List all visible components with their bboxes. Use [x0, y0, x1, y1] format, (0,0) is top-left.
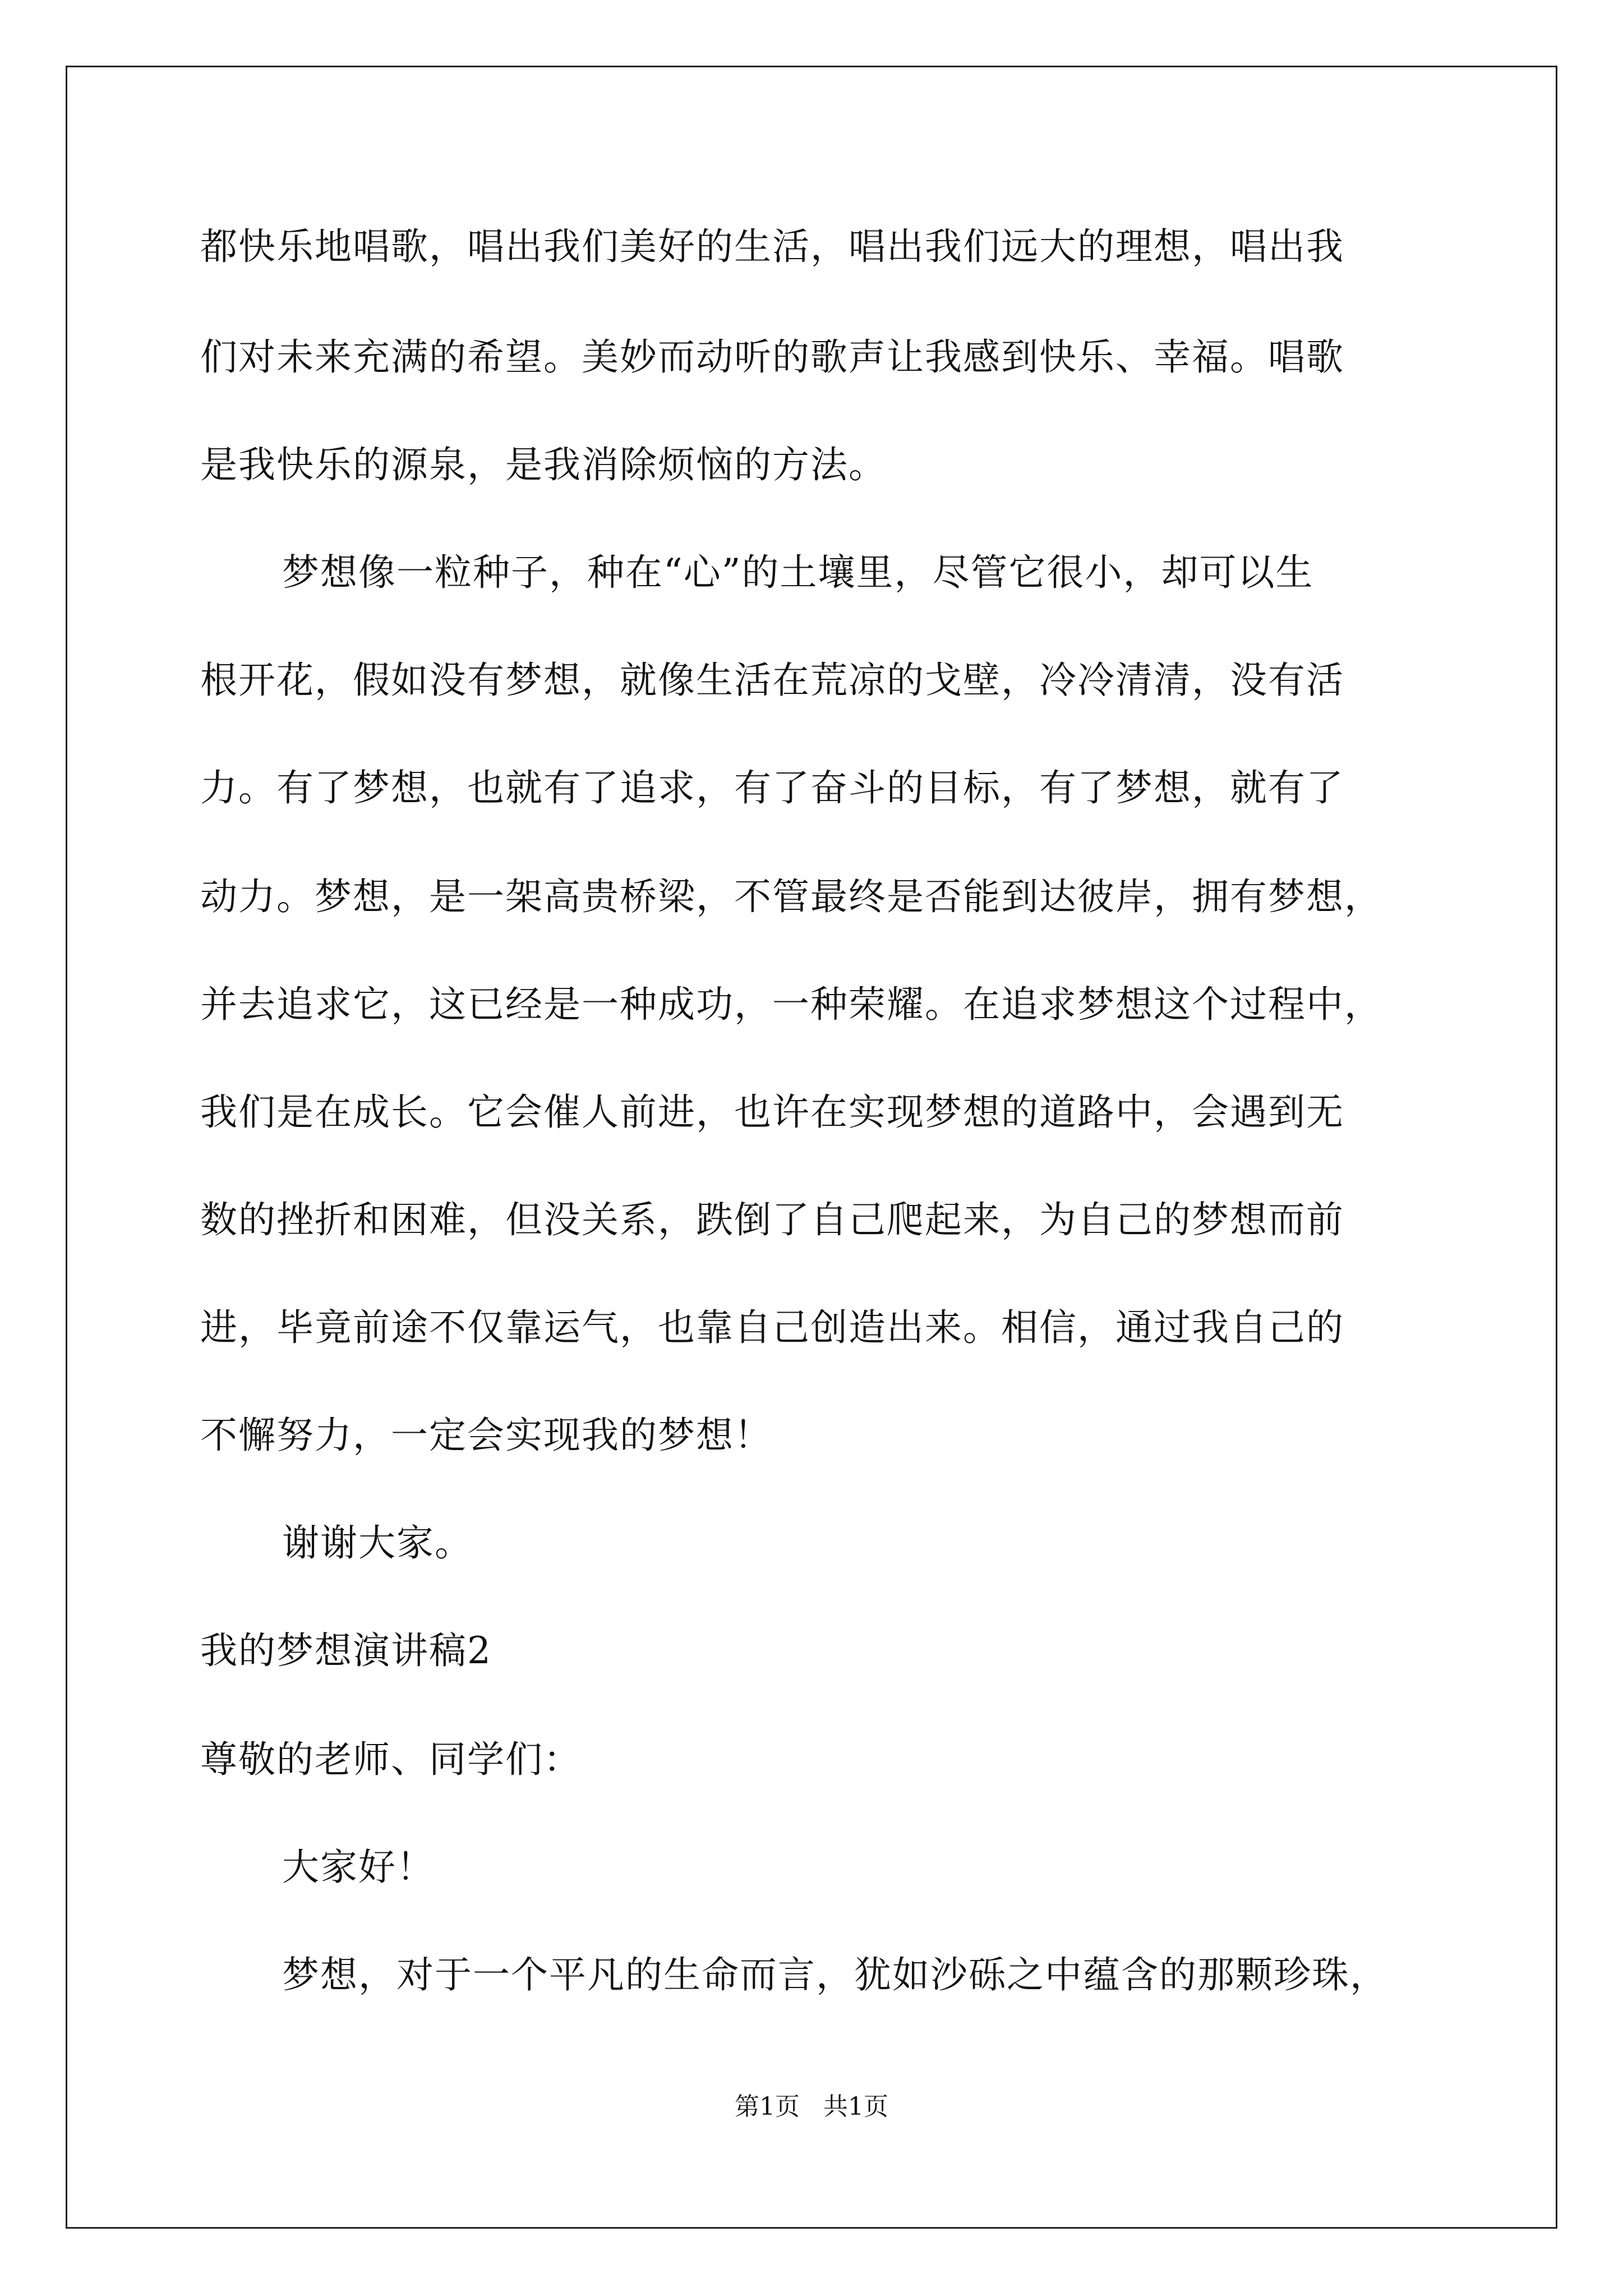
salutation: 尊敬的老师、同学们： — [200, 1738, 582, 1781]
body-line-6: 力。有了梦想，也就有了追求，有了奋斗的目标，有了梦想，就有了 — [200, 766, 1344, 809]
page-number-footer: 第1页 共1页 — [735, 2092, 888, 2121]
body-line-3: 是我快乐的源泉，是我消除烦恼的方法。 — [200, 443, 887, 486]
body-line-1: 都快乐地唱歌，唱出我们美好的生活，唱出我们远大的理想，唱出我 — [200, 225, 1344, 268]
body-line-10: 数的挫折和困难，但没关系，跌倒了自己爬起来，为自己的梦想而前 — [200, 1198, 1344, 1241]
body-line-12: 不懈努力，一定会实现我的梦想！ — [200, 1414, 772, 1457]
body-line-11: 进，毕竟前途不仅靠运气，也靠自己创造出来。相信，通过我自己的 — [200, 1306, 1344, 1349]
body-line-4: 梦想像一粒种子，种在“心”的土壤里，尽管它很小，却可以生 — [282, 551, 1314, 594]
greeting: 大家好！ — [282, 1846, 435, 1889]
body-line-7: 动力。梦想，是一架高贵桥梁，不管最终是否能到达彼岸，拥有梦想， — [200, 875, 1382, 918]
body-line-13: 谢谢大家。 — [282, 1521, 473, 1565]
page-border — [66, 66, 1557, 2229]
body-line-2: 们对未来充满的希望。美妙而动听的歌声让我感到快乐、幸福。唱歌 — [200, 335, 1344, 379]
section-heading: 我的梦想演讲稿2 — [200, 1629, 492, 1672]
body-line-17: 梦想，对于一个平凡的生命而言，犹如沙砾之中蕴含的那颗珍珠， — [282, 1953, 1388, 1996]
body-line-8: 并去追求它，这已经是一种成功，一种荣耀。在追求梦想这个过程中， — [200, 983, 1382, 1026]
body-line-5: 根开花，假如没有梦想，就像生活在荒凉的戈壁，冷冷清清，没有活 — [200, 659, 1344, 702]
body-line-9: 我们是在成长。它会催人前进，也许在实现梦想的道路中，会遇到无 — [200, 1091, 1344, 1134]
